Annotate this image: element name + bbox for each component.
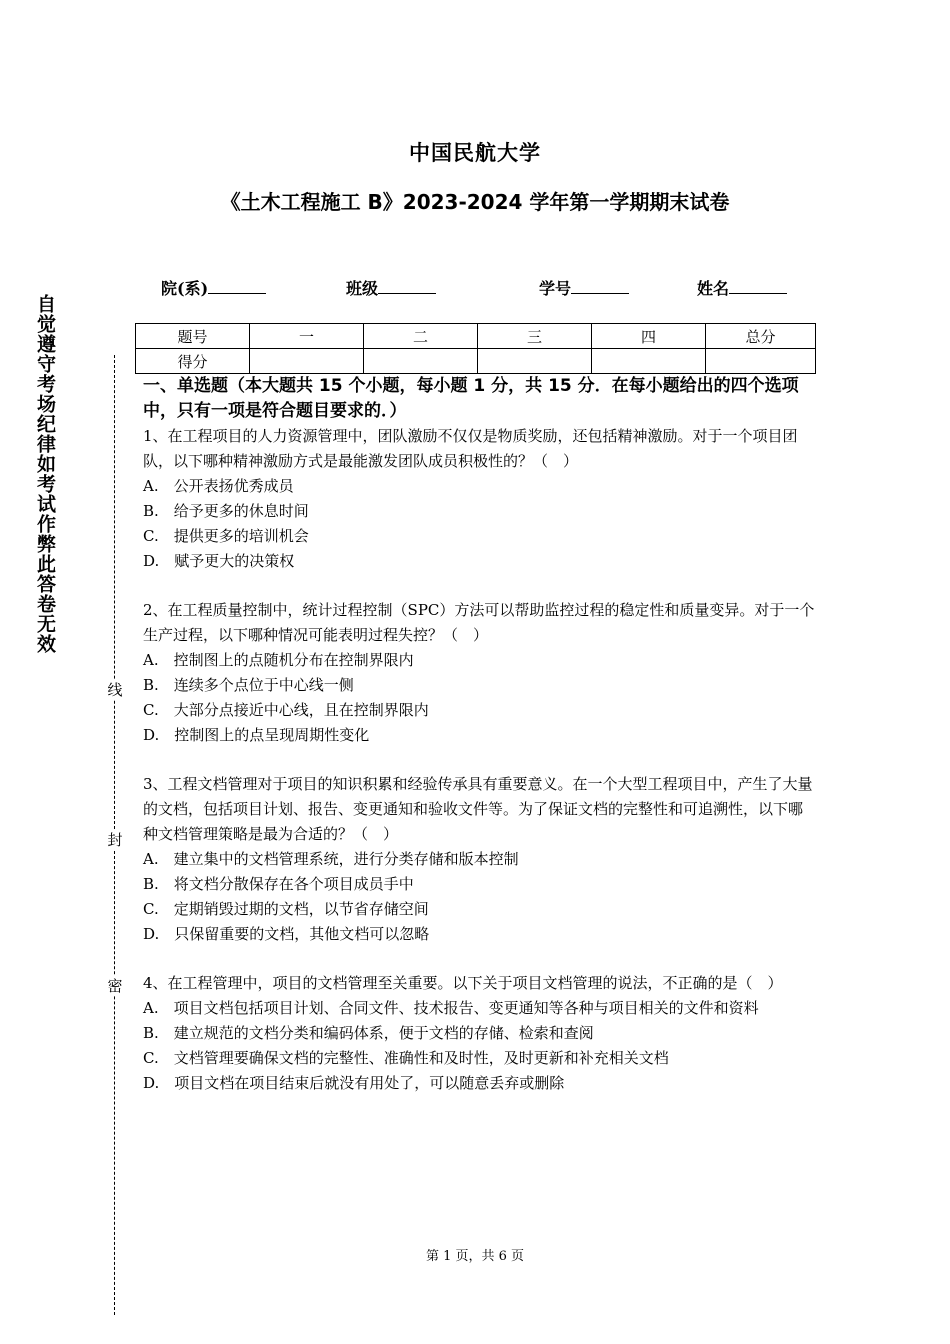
section-heading: 一、单选题（本大题共 15 个小题，每小题 1 分，共 15 分．在每小题给出的四个选项中，只有一项是符合题目要求的．） <box>143 376 799 421</box>
table-cell: 一 <box>250 324 364 349</box>
question-2 <box>143 598 815 748</box>
option-a: A. 控制图上的点随机分布在控制界限内 <box>143 651 414 669</box>
binding-mark-mi: 密 <box>107 977 123 995</box>
option-d: D. 项目文档在项目结束后就没有用处了，可以随意丢弃或删除 <box>143 1074 565 1092</box>
option-c: C. 文档管理要确保文档的完整性、准确性和及时性，及时更新和补充相关文档 <box>143 1049 669 1067</box>
score-table <box>135 323 816 374</box>
class-field <box>346 276 436 299</box>
class-label: 班级 <box>346 279 379 298</box>
class-blank <box>378 279 436 294</box>
option-b: B. 将文档分散保存在各个项目成员手中 <box>143 875 414 893</box>
option-d: D. 控制图上的点呈现周期性变化 <box>143 726 370 744</box>
score-cell <box>250 349 364 374</box>
score-cell <box>706 349 816 374</box>
exam-discipline-notice: 自觉遵守考场纪律如考试作弊此答卷无效 <box>34 294 56 654</box>
exam-title: 《土木工程施工 B》2023-2024 学年第一学期期末试卷 <box>220 190 730 214</box>
department-blank <box>208 279 266 294</box>
university-title: 中国民航大学 <box>409 141 541 165</box>
binding-mark-feng: 封 <box>107 831 123 849</box>
question-text: 2、在工程质量控制中，统计过程控制（SPC）方法可以帮助监控过程的稳定性和质量变异。对于一个生产过程，以下哪种情况可能表明过程失控？（ ） <box>143 601 815 644</box>
question-4 <box>143 971 815 1096</box>
option-a: A. 项目文档包括项目计划、合同文件、技术报告、变更通知等各种与项目相关的文件和资料 <box>143 999 759 1017</box>
option-c: C. 提供更多的培训机会 <box>143 527 309 545</box>
question-text: 4、在工程管理中，项目的文档管理至关重要。以下关于项目文档管理的说法，不正确的是（ ） <box>143 974 783 992</box>
option-c: C. 大部分点接近中心线，且在控制界限内 <box>143 701 429 719</box>
option-c: C. 定期销毁过期的文档，以节省存储空间 <box>143 900 429 918</box>
question-3 <box>143 772 815 947</box>
student-id-field <box>539 276 629 299</box>
question-text: 1、在工程项目的人力资源管理中，团队激励不仅仅是物质奖励，还包括精神激励。对于一个项目团队，以下哪种精神激励方式是最能激发团队成员积极性的？（ ） <box>143 427 798 470</box>
student-id-blank <box>571 279 629 294</box>
name-label: 姓名 <box>697 279 730 298</box>
score-cell <box>364 349 478 374</box>
option-d: D. 赋予更大的决策权 <box>143 552 295 570</box>
binding-mark-xian: 线 <box>107 681 123 699</box>
score-table-header-row <box>136 324 816 349</box>
score-cell <box>478 349 592 374</box>
department-label: 院(系) <box>161 279 209 298</box>
exam-content <box>143 374 815 1096</box>
option-b: B. 建立规范的文档分类和编码体系，便于文档的存储、检索和查阅 <box>143 1024 594 1042</box>
option-d: D. 只保留重要的文档，其他文档可以忽略 <box>143 925 430 943</box>
option-b: B. 连续多个点位于中心线一侧 <box>143 676 354 694</box>
name-blank <box>729 279 787 294</box>
score-cell <box>592 349 706 374</box>
name-field <box>697 276 787 299</box>
table-cell: 题号 <box>136 324 250 349</box>
page-number: 第 1 页，共 6 页 <box>425 1249 525 1264</box>
department-field <box>161 276 266 299</box>
table-cell: 三 <box>478 324 592 349</box>
score-table-score-row <box>136 349 816 374</box>
table-cell: 四 <box>592 324 706 349</box>
option-a: A. 公开表扬优秀成员 <box>143 477 294 495</box>
table-cell: 二 <box>364 324 478 349</box>
option-a: A. 建立集中的文档管理系统，进行分类存储和版本控制 <box>143 850 519 868</box>
question-text: 3、工程文档管理对于项目的知识积累和经验传承具有重要意义。在一个大型工程项目中，产生了大量的文档，包括项目计划、报告、变更通知和验收文件等。为了保证文档的完整性和可追溯性，以下哪种文档管理策略是最为合适的？（ ） <box>143 775 813 843</box>
table-cell: 得分 <box>136 349 250 374</box>
option-b: B. 给予更多的休息时间 <box>143 502 309 520</box>
student-id-label: 学号 <box>539 279 572 298</box>
question-1 <box>143 424 815 574</box>
table-cell: 总分 <box>706 324 816 349</box>
